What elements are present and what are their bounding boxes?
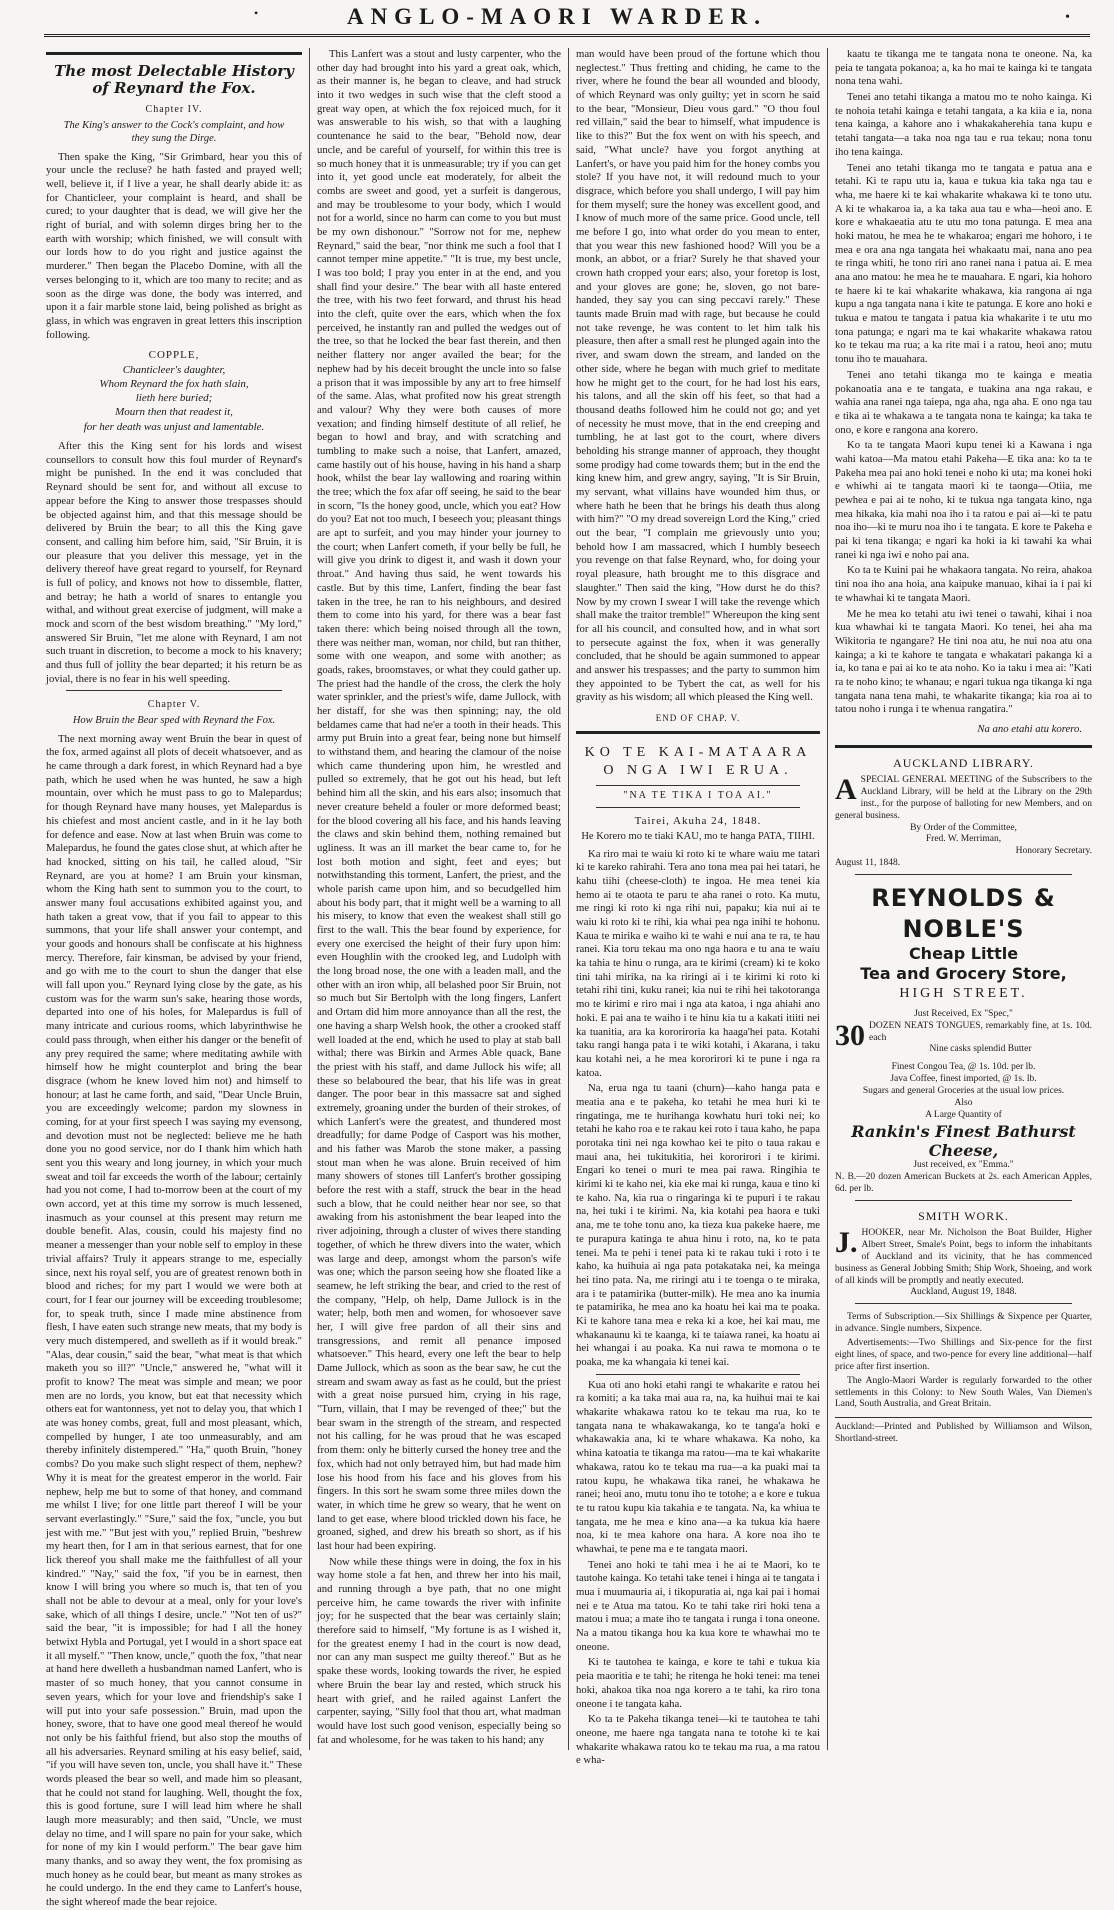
ad-heading: AUCKLAND LIBRARY. xyxy=(893,755,1034,770)
terms-line: Terms of Subscription.—Six Shillings & Sixpence per Quarter, in advance. Single numbers, Sixpence. xyxy=(835,1312,1092,1335)
ad-body: SPECIAL GENERAL MEETING of the Subscribers to the Auckland Library, will be held at the Library on the 29th inst., for the purpose of balloting for new Members, and on general business. xyxy=(835,775,1092,821)
article-paragraph: kaatu te tikanga me te tangata nona te oneone. Na, ka peia te tangata pokanoa; a, ka ho mai te kainga ki te tangata nona tena wahi. xyxy=(835,48,1092,88)
ad-street: HIGH STREET. xyxy=(899,985,1028,1001)
article-paragraph: Me he mea ko tetahi atu iwi tenei o tawahi, kihai i noa kua whawhai ki te tangata Maori. Ko tenei, hei aha ma Wikitoria te ngangare? He tini noa atu, he nui noa atu ona kainga; a ki te kahore te tangata e whakatari pakanga ki a ia, ko tana e pai ai ko te ata noho. Ko ia taku i mea ai: "Kati ra te noho kino; te whanau; e ngari tukua nga tikanga ki nga tangata nana tena mahi, te whakarite tikanga; kia roa ai to tatou noho i runga i te whenua rangatira." xyxy=(835,607,1092,716)
divider xyxy=(66,690,282,691)
ad-item: DOZEN NEATS TONGUES, remarkably fine, at 1s. 10d. each xyxy=(869,1020,1092,1043)
article-paragraph: Ka riro mai te waiu ki roto ki te whare waiu me tatari ki te kareko rahirahi. Tera ano tona mea pai hei tatari, he kahu tiihi (cheese-cloth) te ingoa. He mea tenei kia hemo ai te otaota te paru te aha ranei o roto. Ka mutu, me ringi ki roto ki nga rihi nui, papaku; kia nui ai te waiu ki roto ki te rihi, kia whai pea nga inihi te hohonu. Kaua te mirika e waiho ki te wahi e nui ana te ra, te hau ranei. Kia toru tekau ma ono nga haora e tu ana te waiu ka tahia te hinu o runga, ara te kirimi (cream) ki te koko tini tahi mirika, na ka riringi ai i te kirimi ki roto ki tetahi rihi tini, kuku ranei; kia nui te rihi hei takotoranga mo te kirimi e riro mai i nga ata katoa, i nga ahiahi ano hoki. E pai ana te waiho i te hinu kia tu a kakati itiiti nei ka tuanitia, ara ka kororiroria ka haaga'hei pata. Kotahi taku rangi hanga pata i te wiki kotahi, i Akarana, i taku kau kotahi nei, a he mea kororirori ki te pune i nga ra katoa. xyxy=(576,847,820,1079)
story-paragraph: After this the King sent for his lords and wisest counsellors to consult how this foul murder of Reynard's might be punished. In the end it was concluded that Reynard should be sent for, and without all excuse to appear before the King to answer those trespasses should be objected against him, and that this message should be delivered by Bruin the bear; to all this the King gave consent, and calling him before him, said, "Sir Bruin, it is our pleasure that you deliver this message, yet in the delivery thereof have great regard to yourself, for Reynard is full of policy, and knows not how to dissemble, flatter, and betray; he hath a world of snares to entangle you withal, and without great exercise of judgment, will make a mock and scorn of the best wisdom breathing." "My lord," answered Sir Bruin, "let me alone with Reynard, I am not such truant in discretion, to become a mock to his knavery; and thus full of jollity the bear departed; it his return be as jovial, there is no fear in his well speeding. xyxy=(46,440,302,685)
story-paragraph: This Lanfert was a stout and lusty carpenter, who the other day had brought into his yard a great oak, which, as their manner is, he began to cleave, and had struck into it two wedges in such wise that the cleft stood a great way open, at which the fox rejoiced much, for it was answerable to his wish, so that with a laughing countenance he said to the bear, "Behold now, dear uncle, and be careful of yourself, for within this tree is so much honey that it is unmeasurable; try if you can get into it, yet good uncle eat moderately, for albeit the combs are sweet and good, yet a surfeit is dangerous, and may be troublesome to your body, which I would not for a world, since no harm can come to you but must be my own dishonour." "Sorrow not for me, nephew Reynard," said the bear, "nor think me such a fool that I cannot temper mine appetite." "It is true, my best uncle, I was too bold; I pray you enter in at the end, and you shall find your desire." The bear with all haste entered the tree, with his two feet forward, and thrust his head into the cleft, quite over the ears, which when the fox perceived, he instantly ran and pulled the wedges out of the tree, so that he locked the bear fast therein, and then neither flattery nor anger availed the bear; for the nephew had by his deceit brought the uncle into so false a prison that it was impossible by any art to free himself of the same. Alas, what profited now his great strength and valour? Why they were both causes of more vexation; and finding himself destitute of all relief, he began to howl and bray, and with scratching and tumbling to make such a noise, that Lanfert, amazed, came hastily out of his house, having in his hand a sharp hook, whilst the bear lay wallowing and roaring within the tree; which the fox afar off seeing, he said to the bear in scorn, "Is the honey good, uncle, which you eat? How do you? Eat not too much, I beseech you; pleasant things are apt to surfeit, and you may hinder your journey to the court; when Lanfert cometh, if your belly be full, he will give you drink to digest it, and wash it down your throat." And having thus said, he went towards his castle. But by this time, Lanfert, finding the bear fast taken in the tree, he ran to his neighbours, and desired them to come into his yard, for there was a bear fast taken there: which being noised through all the town, there was neither man, woman, nor child, but ran thither, some with one weapon, and some with another; as goads, rakes, broomstaves, or what they could gather up. The priest had the handle of the cross, the clerk the holy water sprinkler, and the priest's wife, dame Jullock, with her distaff, for she was then spinning; nay, the old beldames came that had ne'er a tooth in their heads. This army put Bruin into a great fear, being none but himself to withstand them, and hearing the clamour of the noise which came thundering upon him, he wrestled and pulled so extremely, that he got out his head, but left behind him all the skin, and his ears also; insomuch that never creature beheld a fouler or more deformed beast; for the blood covering all his face, and his hands leaving the claws and skin behind them, nothing remained but ugliness. It was an ill market the bear came to, for he lost both motion and sight, feet and eyes; but notwithstanding this torment, Lanfert, the priest, and the whole parish came upon him, and so becudgelled him about his body part, that it might well be a warning to all his misery, to know that even the weakest shall still go first to the wall. This the bear found by experience, for every one exercised the height of their fury upon him: even Houghlin with the crooked leg, and Ludolph with the long broad nose, the one with a leaden mall, and the other with an iron whip, all belashed poor Sir Bruin, not so much but Sir Bertolph with the long fingers, Lanfert and Ortam did him more annoyance than all the rest, the one having a sharp Welsh hook, the other a crooked staff well loaded at the end, which he used to play at stab ball withal; there was Birkin and Armes Able quack, Bane the priest with his staff, and dame Jullock his wife; all these so belaboured the bear, that his life was in great danger. The poor bear in this massacre sat and sighed extremely, groaning under the burden of their strokes, of which Lanfert's were the greatest, and thundered most dreadfully; for dame Podge of Casport was his mother, and his father was Marob the stone maker, a passing stout man when he was alone. Bruin received of him many showers of stones till Lanfert's brother gossiping before the rest with a staff, struck the bear in the head such a blow, that he could neither hear nor see, so that awaking from his astonishment the bear leaped into the river adjoining, through a cluster of wives there standing together, of which he threw divers into the water, which was large and deep, amongst whom the parson's wife was one; which the parson seeing how she floated like a seamew, he left striking the bear, and cried to the rest of the company, "Help, oh help, Dame Jullock is in the water; help, both men and women, for whosoever save her, I will give free pardon of all their sins and transgressions, and remit all penance imposed whatsoever." This heard, every one left the bear to help Dame Jullock, which as soon as the bear saw, he cut the stream and swam away as fast as he could, but the priest with a great noise pursued him, crying in his rage, "Turn, villain, that I may be revenged of thee;" but the bear swam in the strength of the stream, and respected not his calling, for he was proud that he was escaped from them: only he bitterly cursed the honey tree and the fox, which had not only betrayed him, but had made him lose his hood from his face and his gloves from his fingers. In this sort he swam some three miles down the water, in which time he grew so weary, that he went on land to get ease, where blood trickled down his face, he groaned, sighed, and drew his breath so short, as if his last hour had been expiring. xyxy=(317,48,561,1552)
inscription-line: lieth here buried; xyxy=(135,392,213,405)
article-signoff: Na ano etahi atu korero. xyxy=(977,723,1082,735)
story-heading: The most Delectable History of Reynard the Fox. xyxy=(54,62,294,97)
corner-mark: • xyxy=(254,6,259,20)
maori-section-title xyxy=(576,744,820,782)
ad-item: Sugars and general Groceries at the usual low prices. xyxy=(862,1086,1065,1097)
terms-line: Advertisements:—Two Shillings and Six-pence for the first eight lines, of space, and two-pence for every line additional—half price after first insertion. xyxy=(835,1338,1092,1372)
divider xyxy=(596,1374,800,1375)
inscription xyxy=(46,348,302,434)
divider xyxy=(596,785,800,786)
article-headline: He Korero mo te tiaki KAU, mo te hanga PATA, TIIHI. xyxy=(581,831,815,843)
divider xyxy=(855,1200,1072,1201)
story-paragraph: Now while these things were in doing, the fox in his way home stole a fat hen, and threw her into his mail, and running through a bye path, that no one might perceive him, he came towards the river with infinite joy; for he suspected that the bear was certainly slain; therefore said to himself, "My fortune is as I wished it, for the greatest enemy I had in the court is now dead, nor can any man suspect me guilty thereof." But as he spake these words, looking towards the river, he espied where Bruin the bear lay and rested, which struck his heart with grief, and he railed against Lanfert the carpenter, saying, "Silly fool that thou art, what madman would have lost such good venison, especially being so fat and wholesome, for he was taken to his hand; any xyxy=(317,1555,561,1746)
ad-item: Java Coffee, finest imported, @ 1s. lb. xyxy=(890,1074,1037,1085)
smith-ad xyxy=(835,1209,1092,1300)
article-paragraph: Tenei ano tetahi tikanga a matou mo te noho kainga. Ki te nohoia tetahi kainga e tetahi tangata, a ka kiia e ia, nona tena kainga, a kahore ano i whakakaherehia tana kupu e tetahi tangata—a taka noa nga tau e rua tekau; nona tonu iho tena kainga. xyxy=(835,91,1092,158)
article-paragraph: Ki te tautohea te kainga, e kore te tahi e tukua kia peia maoritia e te tahi; he ritenga he hoki tenei: ma tenei hoki, ahakoa tika noa nga korero a te tahi, ka riro tona oneone i te tangata kaha. xyxy=(576,1656,820,1710)
story-paragraph: The next morning away went Bruin the bear in quest of the fox, armed against all plots of deceit whatsoever, and as he came through a dark forest, in which Reynard had a bye path, which he used when he was hunted, he saw a high mountain, over which he must pass to go to Malepardus; for though Reynard have many houses, yet Malepardus is his chiefest and most ancient castle, and in it he lay both for defence and ease. Now at last when Bruin was come to Malepardus, he found the gates close shut, at which after he had knocked, sitting on his tail, he called aloud, "Sir Reynard, are you at home? I am Bruin your kinsman, whom the King hath sent to summon you to the court, to answer many foul accusations exhibited against you, and hath taken a great vow, that if you fail to appear to this summons, that your life shall answer your contempt, and your goods and honours shall be confiscate at his highness mercy. Therefore, fair kinsman, be advised by your friend, and go with me to the court to shun the danger that else will fall upon you." Reynard lying close by the gate, as his custom was for the warm sun's sake, hearing those words, departed into one of his holes, for Malepardus is full of many intricate and curious rooms, which labyrinthwise he could pass through, when either his danger or the benefit of any prey required the same; where meditating awhile with himself how he might counterplot and bring the bear disgrace (whom he knew loved him not) and himself to honour; at last he came forth, and said, "Dear Uncle Bruin, you are exceedingly welcome; pardon my slowness in coming, for at your first speech I was saying my evensong, and devotion must not be neglected: believe me he hath done you no good service, nor do I thank him which hath sent you this weary and long journey, in which your much sweat and toil far exceeds the worth of the labour; certainly had you not come, I had to-morrow been at the court of my own accord, yet at this time my sorrow is much lessened, inasmuch as your counsel at this present may return me double benefit. Alas, cousin, could his majesty find no meaner a messenger than your noble self to employ in these trivial affairs? Truly it appears strange to me, especially since, next his royal self, you are of greatest renown both in blood and riches; for my part I would we were both at court, for I fear our journey will be exceeding troublesome; for, to speak truth, since I made mine abstinence from flesh, I have eaten such strange new meats, that my body is very much distempered, and swelleth as if it would break." "Alas, dear cousin," said the bear, "what meat is that which maketh you so ill?" "Uncle," answered he, "what will it profit to know? The meat was simple and mean; we poor men are no lords, you know, but eat that necessity which others eat for wantonness, yet not to delay you, that which I ate was honey combs, great, full and most pleasant, which, compelled by hunger, I ate too unmeasurably, and am thereby infinitely distempered." "Ha," quoth Bruin, "honey combs? Do you make such slight respect of them, nephew? Why it is meat for the greatest emperor in the world. Fair nephew, help me but to some of that honey, and command me whilst I live; for one little part thereof I will be your servant everlastingly." "Sure," said the fox, "uncle, you but jest with me." "But jest with you," replied Bruin, "beshrew my heart then, for I am in that serious earnest, that for one lick thereof you shall make me the faithfullest of all your kindred." "Nay," said the fox, "if you be in earnest, then know I will bring you where so much is, that ten of you shall not be able to devour at a meal, only for your love's sake, which of all things I desire, uncle." "Not ten of us?" said the bear, "it is impossible; for had I all the honey betwixt Hybla and Portugal, yet I would in a short space eat it all myself." "Then know, uncle," quoth the fox, "that near at hand here dwelleth a husbandman named Lanfert, who is master of so much honey, that you cannot consume in seven years, which for your love and friendship's sake I will put into your safe possession." Bruin, mad upon the honey, swore, that to have one good meal thereof he would not only be his faithful friend, but also stop the mouths of all his adversaries. Reynard smiling at his easy belief, said, "if you will have seven ton, uncle, you shall have it." These words pleased the bear so well, and made him so pleasant, that he could not stand for laughing. Well, thought the fox, this is good fortune, sure I will lead him where he shall laugh more measurably; and then said, "Uncle, we must delay no time, and I will spare no pain for your sake, which for none of my kin I would perform." The bear gave him many thanks, and so away they went, the fox promising as much honey as he could bear, but meant as many strokes as he could undergo. In the end they came to Lanfert's house, the sight whereof made the bear rejoice. xyxy=(46,732,302,1909)
article-paragraph: Ko ta te Pakeha tikanga tenei—ki te tautohea te tahi oneone, me haere nga tangata nana te totohe ki te kai whakarite whakawa ratou ko te tekau ma rua, a ma ratou e wha- xyxy=(576,1713,820,1767)
ad-body: HOOKER, near Mr. Nicholson the Boat Builder, Higher Albert Street, Smale's Point, begs to inform the inhabitants of Auckland and its vicinity, that he has commenced business as General Jobbing Smith; Ship Work, Shoeing, and work of all kinds will be promptly and neatly executed. xyxy=(835,1228,1092,1286)
ad-cheese: Rankin's Finest Bathurst xyxy=(851,1121,1076,1141)
article-paragraph: Na, erua nga tu taani (churn)—kaho hanga pata e meatia ana e te pakeha, ko tetahi he mea huri ki te ringatinga, me te hurihanga kowhatu huri toki nei; ko tetahi he kaho roa e te rakau kei roto i taua kaho, he papa porotaka tini nei nga kowhao kei te pito o taua rakau e maui ana, hei tukitukitia, hei kororirori i te kirimi. Engari ko tenei o muri te mea pai rawa. Ringihia te kirimi ki te kaho nei, kia eke mai ki runga, kaua e tino ki te kaho. Na, kia rua o ringaringa ki te pupuri i te rakau na, hei tuki i te kirimi. Na, kia kotahi pea haora e tuki ana, me te tohe tonu ano, ka tieza kua pakeke haere, me te purapura katinga te ahua hinu i roto, na, ko te pata tenei. Ma te pehi i tenei pata ki te rakau tuki i roto i te kaho, ka huihuia ai nga pata potakataka nei, ka meinga hei tino pata. Na, me riringi atu i te toenga o te miraka, ara i te patamirika (butter-milk). He mea ano ka inumia te patamirika, he mea ano ka hoatu hei kai ma te poaka. Ki te kahore tana mea e reka ki a koe, hei kai mau, me whakanaunu ki te kaanga, ki te taiawa ranei, ka hoatu ai hei whangai i au poaka. Ka nui rawa te momona o te poaka, me ka whangaia ki tenei kai. xyxy=(576,1082,820,1369)
story-paragraph: Then spake the King, "Sir Grimbard, hear you this of your uncle the recluse? he hath fasted and prayed well; well, believe it, if I live a year, he shall dearly abide it: as for Chanticleer, your complaint is heard, and shall be cured; to your daughter that is dead, we will give her the right of burial, and with solemn dirges bring her to the earth with worship; which finished, we will consult with our lords how to do you right and justice against the murderer." Then began the Placebo Domine, with all the verses belonging to it, which are too many to recite; and as soon as the dirge was done, the body was interred, and upon it a fair marble stone laid, being polished as bright as glass, in which was engraven in great letters this inscription following. xyxy=(46,150,302,341)
subscription-terms xyxy=(835,1312,1092,1411)
story-paragraph: man would have been proud of the fortune which thou neglectest." Thus fretting and chiding, he came to the river, where he found the bear all wounded and bloody, of which Reynard was only guilty; yet in scorn he said to the bear, "Monsieur, Dieu vous gard." "O thou foul red villain," said the bear to himself, what impudence is like to this?" But the fox went on with his speech, and said, "What uncle? have you forgot anything at Lanfert's, or have you paid him for the honey combs you stole? If you have not, it will redound much to your disgrace, which before you shall undergo, I will pay him for them myself; sure the honey was excellent good, and I know of much more of the same price. Good uncle, tell me before I go, into what order do you mean to enter, that you wear this new fashioned hood? Will you be a monk, an abbot, or a friar? Surely he that shaved your crown hath cropped your ears; also, your foretop is lost, and your gloves are gone; he, sloven, go not bare-handed, they say you can sing peccavi rarely." These taunts made Bruin mad with rage, but because he could not take revenge, he was content to let him talk his pleasure, then after a small rest he plunged again into the river, and swam down the stream, and landed on the other side, where he began with much grief to meditate how he might get to the court, for he had lost his ears, his talons, and all the skin off his feet, so that had a thousand deaths followed him he could not go; and yet of necessity he must move, that in the end creeping and tumbling, he at last got to the court, where divers beholding his strange manner of approach, they thought some prodigy had come towards them; but in the end the king knew him, and grew angry, saying, "It is Sir Bruin, my servant, what villains have wounded him thus, or where hath he been that he brings his death thus along with him?" "O my dread sovereign Lord the King," cried out the bear, "I complain me grievously unto you; behold how I am massacred, which I humbly beseech you revenge on that false Reynard, who, for doing your royal pleasure, hath brought me to this disgrace and slaughter." Then said the king, "How durst he do this? Now by my crown I swear I will take the revenge which shall make the traitor tremble!" Whereupon the king sent for all his council, and consulted how, and in what sort to persecute against the fox, when it was generally concluded, that he should be again summoned to appear and answer his trespasses; and the party to summon him they appointed to be Tybert the cat, as well for his gravity as his wisdom; all which pleased the King well. xyxy=(576,48,820,704)
ad-number: 30 xyxy=(835,1018,865,1052)
ad-received: Just Received, Ex "Spec," xyxy=(914,1008,1013,1019)
masthead-title: ANGLO-MAORI WARDER. xyxy=(346,4,768,29)
ad-signer: Fred. W. Merriman, xyxy=(925,834,1002,845)
ad-also: Also xyxy=(954,1097,973,1108)
divider xyxy=(596,807,800,808)
masthead-rule xyxy=(44,34,1090,41)
inscription-line: for her death was unjust and lamentable. xyxy=(83,420,265,433)
divider xyxy=(855,874,1072,875)
maori-title-line: KO TE KAI-MATAARA xyxy=(584,744,812,760)
ad-heading: SMITH WORK. xyxy=(918,1208,1009,1223)
article-paragraph: Kua oti ano hoki etahi rangi te whakarite e ratou hei ra komiti; a ka taka mai aua ra, na, ka huihui mai te kai whakarite whakawa ratou ko te tekau ma rua, ko te tangata nana te whakawakanga, ko te tanga'a hoki e whakawakia ana, ki te whare whakawa. Ka noho, ka whina katoatia te tikanga ma ratou—ma te kai whakarite whakawa, ratou ko te tekau ma rua—a ka puaki mai ta ratou kupu, he whakawa tika ranei, he whakawa he ranei; heoi ano, mutu tonu iho te totohe; a e kore e tukua te tu ratou kupu kia takahia e te tangata. Na, ka whiua te tangata, me he mea e kino ana—a ka tukua kia haere noa, ki te mea kahore ona hara. A kore noa iho te whawhai, te pene ma e te tangata maori. xyxy=(576,1378,820,1555)
terms-line: The Anglo-Maori Warder is regularly forwarded to the other settlements in this Colony: to New South Wales, Van Diemen's Land, South Australia, and Great Britain. xyxy=(835,1375,1092,1410)
masthead xyxy=(18,0,1096,34)
ad-note: N. B.—20 dozen American Buckets at 2s. each American Apples, 6d. per lb. xyxy=(835,1171,1092,1194)
dateline: Tairei, Akuha 24, 1848. xyxy=(634,815,762,828)
ad-subtitle: Cheap Little xyxy=(908,944,1019,964)
article-paragraph: Tenei ano hoki te tahi mea i he ai te Maori, ko te tautohe kainga. Ko tetahi take tenei i hinga ai te tangata i mua i muumauria ai, i tikopuratia ai, nga kai pai i homai nei e te Atua ma tatou. Ko te tahi take riri hoki tena a matou i mua; a mate iho te tangata i runga i tona oneone. Na a matou tikanga hou ka kua kore te whawhai mo te oneone. xyxy=(576,1558,820,1653)
ad-date: August 11, 1848. xyxy=(835,858,901,869)
maori-title-line: O NGA IWI ERUA. xyxy=(603,763,793,779)
ad-order: By Order of the Committee, xyxy=(910,822,1017,833)
inscription-line: COPPLE, xyxy=(148,349,200,362)
section-rule xyxy=(835,745,1092,748)
ad-subtitle: Tea and Grocery Store, xyxy=(860,963,1067,983)
article-paragraph: Tenei ano tetahi tikanga mo te kainga e meatia pokanoatia ana e te tangata, e tuakina ana nga rakau, e wahia ana ranei nga taiepa, nga aha, nga aha. E ono nga tau e tika ai te whakawa a te tangata nona te kainga; ka taka te ono, e kore e rangona ana korero. xyxy=(835,368,1092,436)
column-1 xyxy=(46,48,309,1909)
inscription-line: Mourn then that readest it, xyxy=(115,406,233,419)
article-paragraph: Ko ta te tangata Maori kupu tenei ki a Kawana i nga wahi katoa—Ma matou etahi Pakeha—E tika ana: ko ta te Pakeha mea pai ano hoki tenei e noho ki uta; ma konei hoki e whiwhi ai te tangata maori ki te taonga—Otiia, me pewhea e pai ai te noho, ki te tukua nga tangata kino, nga mea hikaka, kia mahi noa iho i ta ratou e pai ai—ki te patu noa iho—ki te muru noa iho i te tangata. E kore te Pakeha e pai ki tena tikanga; e ngari ka hoki ia ki tawahi ka whai ranei ki nga iwi e noho pai ana. xyxy=(835,439,1092,561)
chapter-heading: Chapter IV. xyxy=(145,104,203,115)
ad-item: Finest Congou Tea, @ 1s. 10d. per lb. xyxy=(891,1062,1036,1073)
divider xyxy=(855,1303,1072,1304)
inscription-line: Whom Reynard the fox hath slain, xyxy=(99,377,249,390)
columns xyxy=(46,48,1102,1909)
library-ad xyxy=(835,756,1092,870)
column-2 xyxy=(309,48,568,1750)
chapter-subtitle: How Bruin the Bear sped with Reynard the Fox. xyxy=(72,715,276,727)
column-4 xyxy=(827,48,1092,1750)
inscription-line: Chanticleer's daughter, xyxy=(122,363,226,376)
end-of-chapter: END OF CHAP. V. xyxy=(655,713,741,723)
chapter-subtitle: The King's answer to the Cock's complaint, and how they sung the Dirge. xyxy=(63,119,285,145)
article-paragraph: Tenei ano tetahi tikanga mo te tangata e patua ana e tetahi. Ki te rapu utu ia, kaua e tukua kia taka nga tau e wha, me haere ki te kai whakarite whakawa ki te tono utu. A ki te whakaroa ia, a ka taka aua tau e wha—heoi ano. E kore e whakaeatia atu te utu mo tona patunga. E mea ana hoki matou, he mea he te whakaroa; engari me hohoro, i te mea e ora ana nga tangata hei whakaatu mai, nana ano pea te ringa whiti, he tono riri ano ranei nana i patua ai. E mea ana ano matou: he mea he te mauahara. E ngari, kia hohoro te haere ki te kai whakarite whakawa, kia rangona ai nga kupu a nga tangata nana i kite te patunga. E kore ano hoki e tukua e matou te tangata i patua kia whakarite i te utu mo tona patunga; e ngari ma te kai whakarite whakawa ratou ko te tekau ma rua; a ka rite mai i a ratou, heoi ano; mutu tonu iho te mauahara. xyxy=(835,161,1092,366)
column-rule xyxy=(46,52,302,55)
section-rule xyxy=(576,731,820,734)
ad-item: Nine casks splendid Butter xyxy=(929,1044,1032,1055)
ad-item: Just received, ex "Emma." xyxy=(913,1160,1014,1171)
dropcap-j: J. xyxy=(835,1226,858,1259)
column-3 xyxy=(568,48,827,1767)
ad-quantity: A Large Quantity of xyxy=(925,1109,1002,1120)
ad-cheese: Cheese, xyxy=(928,1140,999,1160)
ad-brand: REYNOLDS & NOBLE'S xyxy=(871,884,1056,943)
ad-role: Honorary Secretary. xyxy=(1015,846,1092,857)
motto: "NA TE TIKA I TOA AI." xyxy=(623,790,773,802)
ad-date: Auckland, August 19, 1848. xyxy=(910,1287,1017,1298)
article-paragraph: Ko ta te Kuini pai he whakaora tangata. No reira, ahakoa tini noa iho ana hoia, ana kaipuke manuao, kihai ia i pai ki te whawhai ki te tangata Maori. xyxy=(835,564,1092,604)
corner-dot: • xyxy=(1065,10,1070,25)
chapter-heading: Chapter V. xyxy=(147,699,201,711)
imprint: Auckland:—Printed and Published by Williamson and Wilson, Shortland-street. xyxy=(835,1417,1092,1445)
dropcap-a: A xyxy=(835,773,857,807)
grocery-ad xyxy=(835,883,1092,1196)
